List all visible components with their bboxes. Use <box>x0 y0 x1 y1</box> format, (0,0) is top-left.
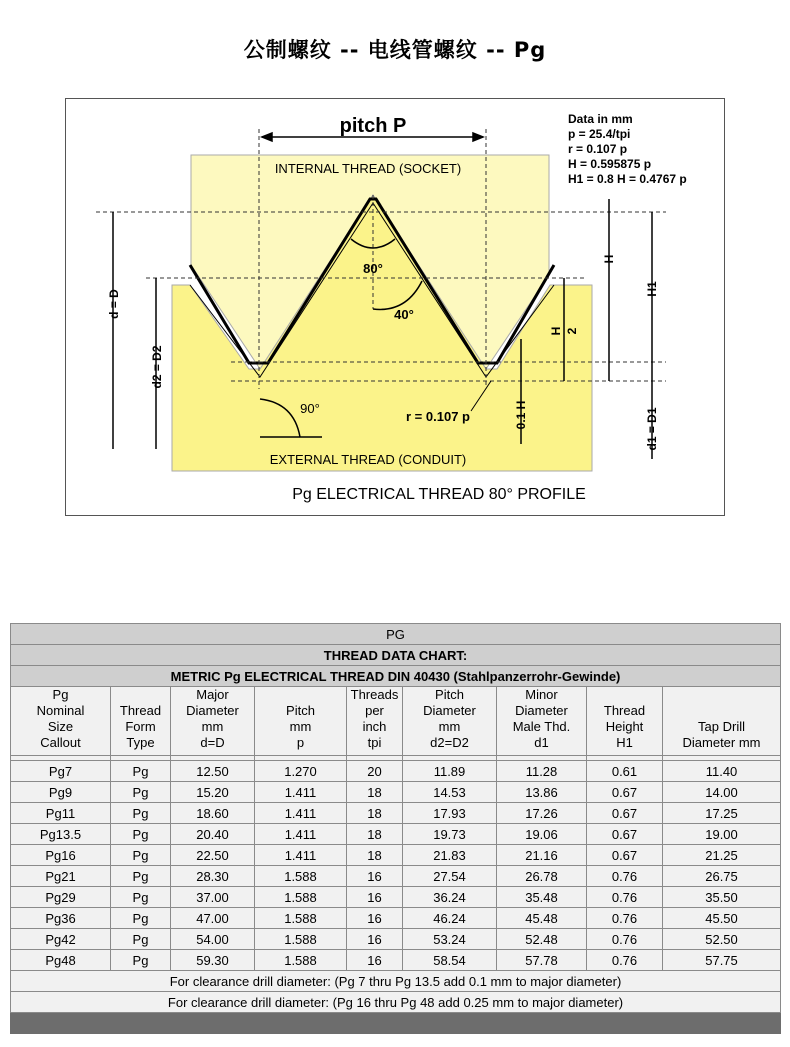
column-header-line: Major <box>196 687 229 702</box>
table-cell: Pg42 <box>11 929 111 950</box>
table-cell: 27.54 <box>403 866 497 887</box>
table-cell: 20 <box>347 761 403 782</box>
table-cell: Pg29 <box>11 887 111 908</box>
table-cell: Pg11 <box>11 803 111 824</box>
table-cell: 1.270 <box>255 761 347 782</box>
column-header <box>255 687 347 756</box>
table-cell: 0.67 <box>587 824 663 845</box>
table-cell: 57.75 <box>663 950 781 971</box>
angle-80-label: 80° <box>363 261 383 276</box>
column-header <box>347 687 403 756</box>
table-cell: 14.53 <box>403 782 497 803</box>
table-cell: 52.50 <box>663 929 781 950</box>
thread-data-table <box>10 623 781 1034</box>
table-cell: 20.40 <box>171 824 255 845</box>
thread-data-chart <box>10 623 780 1034</box>
table-cell: 17.25 <box>663 803 781 824</box>
column-header-line: Tap Drill <box>698 719 745 734</box>
table-cell: Pg <box>111 782 171 803</box>
table-cell: 26.75 <box>663 866 781 887</box>
column-header-line: Diameter mm <box>682 735 761 750</box>
table-cell: 0.76 <box>587 887 663 908</box>
table-cell: 19.00 <box>663 824 781 845</box>
table-cell: 1.411 <box>255 845 347 866</box>
table-cell: 19.06 <box>497 824 587 845</box>
table-cell: 1.588 <box>255 866 347 887</box>
table-cell: 21.83 <box>403 845 497 866</box>
table-cell: 18 <box>347 824 403 845</box>
table-cell: 11.89 <box>403 761 497 782</box>
table-row <box>11 824 781 845</box>
table-cell: 1.411 <box>255 824 347 845</box>
table-cell: 54.00 <box>171 929 255 950</box>
table-cell: Pg <box>111 824 171 845</box>
table-row <box>11 866 781 887</box>
angle-40-label: 40° <box>394 307 414 322</box>
column-header <box>587 687 663 756</box>
table-cell: 28.30 <box>171 866 255 887</box>
table-cell: 18 <box>347 845 403 866</box>
table-cell: 16 <box>347 950 403 971</box>
column-header-line: d2=D2 <box>430 735 469 750</box>
table-row <box>11 761 781 782</box>
table-cell: 15.20 <box>171 782 255 803</box>
data-line: r = 0.107 p <box>568 142 628 156</box>
dim-d2-label: d2 = D2 <box>150 345 164 389</box>
data-line: H1 = 0.8 H = 0.4767 p <box>568 172 687 186</box>
column-header-line: Form <box>125 719 156 734</box>
table-cell: Pg <box>111 929 171 950</box>
column-header-line: Thread <box>119 703 162 718</box>
table-row <box>11 803 781 824</box>
table-cell: Pg <box>111 866 171 887</box>
table-cell: Pg9 <box>11 782 111 803</box>
table-cell: 45.50 <box>663 908 781 929</box>
table-row <box>11 950 781 971</box>
table-cell: 1.411 <box>255 803 347 824</box>
table-cell: 0.76 <box>587 929 663 950</box>
table-cell: 16 <box>347 908 403 929</box>
column-header <box>663 687 781 756</box>
radius-label: r = 0.107 p <box>406 409 470 424</box>
column-header-line: Diameter <box>423 703 476 718</box>
table-cell: Pg <box>111 887 171 908</box>
table-cell: 0.67 <box>587 845 663 866</box>
table-cell: 16 <box>347 866 403 887</box>
table-note: For clearance drill diameter: (Pg 7 thru Pg 13.5 add 0.1 mm to major diameter) <box>11 971 781 992</box>
dim-H2-den: 2 <box>565 327 579 335</box>
column-header-line: Type <box>126 735 155 750</box>
table-cell: 46.24 <box>403 908 497 929</box>
table-cell: Pg <box>111 803 171 824</box>
table-cell: Pg13.5 <box>11 824 111 845</box>
data-line: Data in mm <box>568 112 633 126</box>
table-cell: 19.73 <box>403 824 497 845</box>
table-cell: 37.00 <box>171 887 255 908</box>
table-row <box>11 782 781 803</box>
dim-H2-num: H <box>549 326 563 336</box>
page-title: 公制螺纹 -- 电线管螺纹 -- Pg <box>243 38 547 62</box>
table-cell: 14.00 <box>663 782 781 803</box>
column-header-line: d1 <box>534 735 549 750</box>
table-cell: Pg48 <box>11 950 111 971</box>
table-cell: 1.411 <box>255 782 347 803</box>
table-row <box>11 887 781 908</box>
table-cell: 18.60 <box>171 803 255 824</box>
table-cell: 11.40 <box>663 761 781 782</box>
table-cell: 1.588 <box>255 929 347 950</box>
table-cell: 1.588 <box>255 950 347 971</box>
table-cell: 59.30 <box>171 950 255 971</box>
column-header-line: inch <box>362 719 387 734</box>
table-note: For clearance drill diameter: (Pg 16 thru Pg 48 add 0.25 mm to major diameter) <box>11 992 781 1013</box>
table-cell: 0.76 <box>587 908 663 929</box>
thread-profile-drawing <box>66 99 724 515</box>
column-header-line: Pg <box>52 687 69 702</box>
dim-H1-label: H1 <box>645 281 659 297</box>
data-block <box>568 112 687 186</box>
table-cell: 16 <box>347 887 403 908</box>
left-dimensions <box>113 212 156 449</box>
table-bottom-bar <box>11 1013 781 1034</box>
table-row <box>11 929 781 950</box>
column-header-line: Height <box>605 719 644 734</box>
table-cell: 0.61 <box>587 761 663 782</box>
dim-01H-label: 0.1 H <box>514 400 528 430</box>
table-cell: Pg7 <box>11 761 111 782</box>
table-cell: Pg16 <box>11 845 111 866</box>
dim-d1-label: d1 = D1 <box>645 407 659 451</box>
table-cell: 18 <box>347 782 403 803</box>
column-header-line: Diameter <box>515 703 568 718</box>
column-header-line: d=D <box>200 735 225 750</box>
table-cell: 21.16 <box>497 845 587 866</box>
column-header-line: Male Thd. <box>512 719 571 734</box>
data-line: H = 0.595875 p <box>568 157 652 171</box>
table-cell: 18 <box>347 803 403 824</box>
table-cell: 0.76 <box>587 950 663 971</box>
external-thread-label: EXTERNAL THREAD (CONDUIT) <box>269 452 467 467</box>
column-header-line: Pitch <box>435 687 464 702</box>
column-header-line: Callout <box>40 735 81 750</box>
table-cell: 1.588 <box>255 908 347 929</box>
pitch-label: pitch P <box>339 115 407 137</box>
column-header <box>111 687 171 756</box>
thread-profile-diagram <box>65 98 725 516</box>
profile-caption: Pg ELECTRICAL THREAD 80° PROFILE <box>292 486 586 503</box>
table-cell: 52.48 <box>497 929 587 950</box>
table-cell: 58.54 <box>403 950 497 971</box>
table-cell: 17.93 <box>403 803 497 824</box>
table-cell: 36.24 <box>403 887 497 908</box>
column-header <box>403 687 497 756</box>
table-cell: 53.24 <box>403 929 497 950</box>
data-line: p = 25.4/tpi <box>568 127 631 141</box>
table-cell: Pg36 <box>11 908 111 929</box>
column-header-line: Diameter <box>186 703 239 718</box>
column-header <box>497 687 587 756</box>
table-cell: 0.67 <box>587 782 663 803</box>
column-header-line: mm <box>201 719 224 734</box>
table-cell: 11.28 <box>497 761 587 782</box>
angle-90-label: 90° <box>300 401 320 416</box>
table-cell: 26.78 <box>497 866 587 887</box>
table-title-chart: THREAD DATA CHART: <box>11 645 781 666</box>
column-header-line: H1 <box>616 735 633 750</box>
table-cell: Pg <box>111 761 171 782</box>
column-header-line: Threads <box>350 687 399 702</box>
table-cell: 57.78 <box>497 950 587 971</box>
column-header-line: Minor <box>525 687 558 702</box>
table-row <box>11 908 781 929</box>
column-header-line: Size <box>47 719 74 734</box>
column-header-line: Thread <box>603 703 646 718</box>
table-row <box>11 845 781 866</box>
table-cell: 35.48 <box>497 887 587 908</box>
table-cell: 12.50 <box>171 761 255 782</box>
table-cell: 17.26 <box>497 803 587 824</box>
table-cell: 13.86 <box>497 782 587 803</box>
table-cell: 1.588 <box>255 887 347 908</box>
column-header-line: p <box>296 735 305 750</box>
table-cell: Pg <box>111 845 171 866</box>
table-cell: Pg <box>111 908 171 929</box>
table-cell: 0.67 <box>587 803 663 824</box>
column-header-line: Nominal <box>36 703 85 718</box>
table-header-row <box>11 687 781 756</box>
table-title-pg: PG <box>11 624 781 645</box>
table-cell: 45.48 <box>497 908 587 929</box>
table-cell: Pg <box>111 950 171 971</box>
column-header-line: Pitch <box>286 703 315 718</box>
column-header-line: tpi <box>367 735 382 750</box>
table-cell: 16 <box>347 929 403 950</box>
table-title-standard: METRIC Pg ELECTRICAL THREAD DIN 40430 (Stahlpanzerrohr-Gewinde) <box>11 666 781 687</box>
dim-H-label: H <box>602 254 616 264</box>
table-cell: 35.50 <box>663 887 781 908</box>
column-header-line: per <box>365 703 384 718</box>
table-cell: Pg21 <box>11 866 111 887</box>
table-cell: 47.00 <box>171 908 255 929</box>
column-header <box>171 687 255 756</box>
table-body <box>11 761 781 971</box>
column-header-line: mm <box>289 719 312 734</box>
internal-thread-label: INTERNAL THREAD (SOCKET) <box>274 161 462 176</box>
table-cell: 0.76 <box>587 866 663 887</box>
table-cell: 22.50 <box>171 845 255 866</box>
dim-d-label: d = D <box>107 289 121 319</box>
column-header-line: mm <box>438 719 461 734</box>
table-cell: 21.25 <box>663 845 781 866</box>
column-header <box>11 687 111 756</box>
